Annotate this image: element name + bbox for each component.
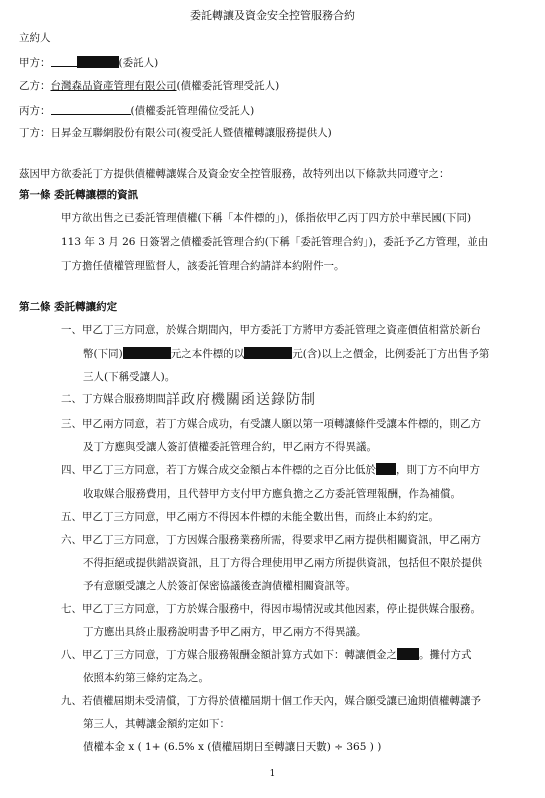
clause-9-formula: 債權本金 x ( 1+ (6.5% x (債權屆期日至轉讓日天數) ÷ 365 ) )	[83, 741, 382, 753]
clause-4-text-a: 四、甲乙丁三方同意，若丁方媒合成交金額占本件標的之百分比低於	[61, 464, 376, 476]
clause-7-line-1: 七、甲乙丁三方同意，丁方於媒合服務中，得因市場情況或其他因素，停止提供媒合服務。	[61, 603, 481, 615]
intro-paragraph: 茲因甲方欲委託丁方提供債權轉讓媒合及資金安全控管服務，故特列出以下條款共同遵守之：	[19, 168, 450, 180]
clause-6-line-1: 六、甲乙丁三方同意，丁方因媒合服務業務所需，得要求甲乙兩方提供相關資訊，甲乙兩方	[61, 534, 481, 546]
party-c-line	[19, 103, 254, 118]
party-a-label: 甲方：	[19, 57, 51, 69]
page-number: 1	[269, 769, 276, 779]
clause-1-text-b: 元(含)以上之價金，比例委託丁方出售予第	[292, 348, 490, 360]
clause-1-line-3: 三人(下稱受讓人)。	[83, 371, 176, 383]
clause-8-line-2: 依照本約第三條約定為之。	[83, 672, 209, 684]
party-c-role: (債權委託管理備位受託人)	[130, 105, 255, 117]
clause-1-text-a: 元之本件標的以	[170, 348, 245, 360]
clause-3-line-1: 三、甲乙兩方同意，若丁方媒合成功，有受讓人願以第一項轉讓條件受讓本件標的，則乙方	[61, 418, 481, 430]
clause-8-fee-redaction	[397, 648, 419, 660]
article-1-line-1: 甲方欲出售之已委託管理債權(下稱「本件標的」)，係指依甲乙丙丁四方於中華民國(下同)	[61, 212, 472, 224]
clause-4-percent-redaction	[376, 463, 396, 475]
clause-7-line-2: 丁方應出具終止服務說明書予甲乙兩方，甲乙兩方不得異議。	[83, 626, 367, 638]
party-a-role: (委託人)	[118, 57, 159, 69]
parties-heading: 立約人	[19, 32, 51, 44]
clause-2-line-1	[61, 392, 316, 407]
clause-1-line-2	[83, 347, 489, 361]
clause-4-line-1	[61, 463, 480, 477]
clause-1-line-1: 一、甲乙丁三方同意，於媒合期間內，甲方委託丁方將甲方委託管理之資產價值相當於新台	[61, 324, 481, 336]
document-title: 委託轉讓及資金安全控管服務合約	[190, 9, 355, 22]
clause-4-text-b: ，則丁方不向甲方	[396, 464, 480, 476]
party-a-blank	[51, 55, 77, 67]
party-d-line: 丁方：日昇金互聯網股份有限公司(複受託人暨債權轉讓服務提供人)	[19, 127, 332, 139]
clause-5-line-1: 五、甲乙丁三方同意，甲乙兩方不得因本件標的未能全數出售，而終止本約約定。	[61, 511, 439, 523]
article-1-line-3: 丁方擔任債權管理監督人，該委託管理合約請詳本約附件一。	[61, 260, 345, 272]
clause-8-text-a: 八、甲乙丁三方同意，丁方媒合服務報酬金額計算方式如下：轉讓價金之	[61, 649, 397, 661]
article-2-heading: 第二條 委託轉讓約定	[19, 301, 118, 313]
party-c-label: 丙方：	[19, 105, 51, 117]
party-b-line	[19, 79, 279, 93]
clause-4-line-2: 收取媒合服務費用，且代替甲方支付甲方應負擔之乙方委託管理報酬，作為補償。	[83, 488, 461, 500]
clause-1-price-redaction	[244, 347, 292, 359]
clause-6-line-3: 予有意願受讓之人於簽訂保密協議後查詢債權相關資訊等。	[83, 580, 356, 592]
party-b-company: 台灣森品資產管理有限公司	[50, 80, 177, 92]
clause-8-line-1	[61, 648, 472, 662]
clause-1-currency: 幣(下同)	[83, 348, 123, 360]
party-b-label: 乙方：	[19, 80, 51, 92]
clause-2-stamp-overlay: 詳政府機關函送錄防制	[166, 392, 316, 408]
clause-2-text: 二、丁方媒合服務期間	[61, 393, 166, 405]
clause-9-line-1: 九、若債權屆期未受清償，丁方得於債權屆期十個工作天內，媒合願受讓已逾期債權轉讓予	[61, 695, 481, 707]
clause-3-line-2: 及丁方應與受讓人簽訂債權委託管理合約，甲乙兩方不得異議。	[83, 441, 377, 453]
clause-8-text-b: 。攤付方式	[419, 649, 472, 661]
article-1-heading: 第一條 委託轉讓標的資訊	[19, 189, 139, 201]
clause-1-amount-redaction	[123, 347, 171, 359]
clause-6-line-2: 不得拒絕或提供錯誤資訊，且丁方得合理使用甲乙兩方所提供資訊，包括但不限於提供	[83, 557, 482, 569]
party-c-blank	[51, 103, 131, 115]
article-1-line-2: 113 年 3 月 26 日簽署之債權委託管理合約(下稱「委託管理合約」)，委託予乙方管理，並由	[61, 236, 489, 248]
party-a-redaction	[77, 56, 119, 68]
party-a-line	[19, 55, 158, 70]
clause-9-line-2: 第三人，其轉讓金額約定如下：	[83, 718, 230, 730]
party-b-role: (債權委託管理受託人)	[176, 80, 280, 92]
